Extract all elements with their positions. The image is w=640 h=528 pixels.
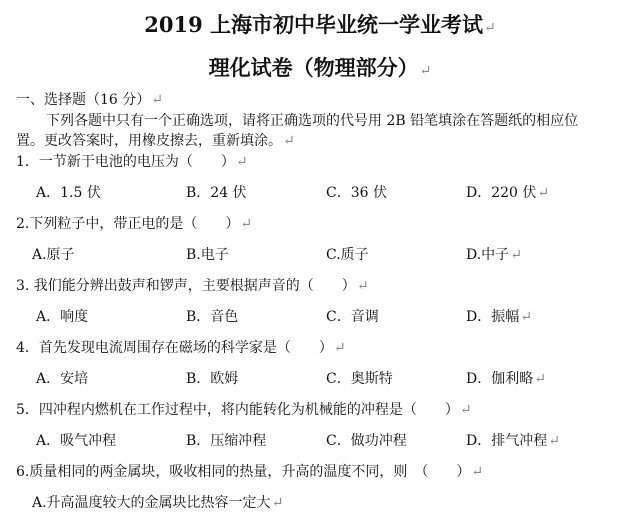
question-2-stem: 2.下列粒子中，带正电的是（ ）↵ — [16, 216, 253, 232]
question-2-option-a: A.原子 — [32, 247, 75, 263]
question-2-option-b: B.电子 — [186, 247, 229, 263]
question-1-stem: 1．一节新干电池的电压为（ ）↵ — [16, 154, 248, 170]
return-mark-icon: ↵ — [356, 278, 369, 294]
question-3-option-c: C．音调 — [326, 309, 379, 325]
question-5-stem: 5．四冲程内燃机在工作过程中，将内能转化为机械能的冲程是（ ）↵ — [16, 402, 472, 418]
question-1-option-b: B．24 伏 — [186, 185, 247, 201]
question-3-option-b: B．音色 — [186, 309, 239, 325]
return-mark-icon: ↵ — [235, 154, 248, 170]
question-4-option-c: C．奥斯特 — [326, 371, 393, 387]
return-mark-icon: ↵ — [534, 371, 546, 387]
return-mark-icon: ↵ — [520, 309, 532, 325]
return-mark-icon: ↵ — [484, 20, 496, 36]
question-4-option-a: A．安培 — [36, 371, 89, 387]
return-mark-icon: ↵ — [240, 216, 253, 232]
return-mark-icon: ↵ — [471, 464, 484, 480]
return-mark-icon: ↵ — [537, 185, 550, 201]
question-5-option-a: A．吸气冲程 — [36, 433, 117, 449]
exam-title: 2019 上海市初中毕业统一学业考试↵ — [144, 12, 496, 37]
question-6-option-a: A.升高温度较大的金属块比热容一定大↵ — [32, 495, 284, 511]
question-1-option-c: C．36 伏 — [326, 185, 387, 201]
question-1-option-d: D．220 伏↵ — [466, 185, 550, 201]
return-mark-icon: ↵ — [151, 92, 163, 108]
question-2-option-c: C.质子 — [326, 247, 369, 263]
return-mark-icon: ↵ — [548, 433, 560, 449]
question-5-option-b: B．压缩冲程 — [186, 433, 267, 449]
question-3-option-d: D．振幅↵ — [466, 309, 532, 325]
exam-subtitle: 理化试卷（物理部分）↵ — [208, 55, 432, 80]
question-2-option-d: D.中子↵ — [466, 247, 522, 263]
question-5-option-d: D．排气冲程↵ — [466, 433, 560, 449]
question-6-stem: 6.质量相同的两金属块，吸收相同的热量，升高的温度不同，则 （ ）↵ — [16, 464, 484, 480]
return-mark-icon: ↵ — [333, 340, 346, 356]
return-mark-icon: ↵ — [510, 247, 522, 263]
question-4-option-b: B．欧姆 — [186, 371, 239, 387]
return-mark-icon: ↵ — [271, 495, 284, 511]
return-mark-icon: ↵ — [419, 63, 432, 79]
question-3-stem: 3. 我们能分辨出鼓声和锣声，主要根据声音的（ ）↵ — [16, 278, 369, 294]
question-3-option-a: A．响度 — [36, 309, 89, 325]
section-heading: 一、选择题（16 分）↵ — [16, 92, 163, 108]
return-mark-icon: ↵ — [459, 402, 472, 418]
question-4-option-d: D．伽利略↵ — [466, 371, 546, 387]
section-instruction-line-2: 置。更改答案时，用橡皮擦去，重新填涂。↵ — [16, 133, 295, 149]
section-instruction-line-1: 下列各题中只有一个正确选项，请将正确选项的代号用 2B 铅笔填涂在答题纸的相应位 — [46, 113, 579, 129]
question-5-option-c: C．做功冲程 — [326, 433, 407, 449]
return-mark-icon: ↵ — [283, 133, 295, 149]
question-4-stem: 4．首先发现电流周围存在磁场的科学家是（ ）↵ — [16, 340, 346, 356]
question-1-option-a: A．1.5 伏 — [36, 185, 101, 201]
